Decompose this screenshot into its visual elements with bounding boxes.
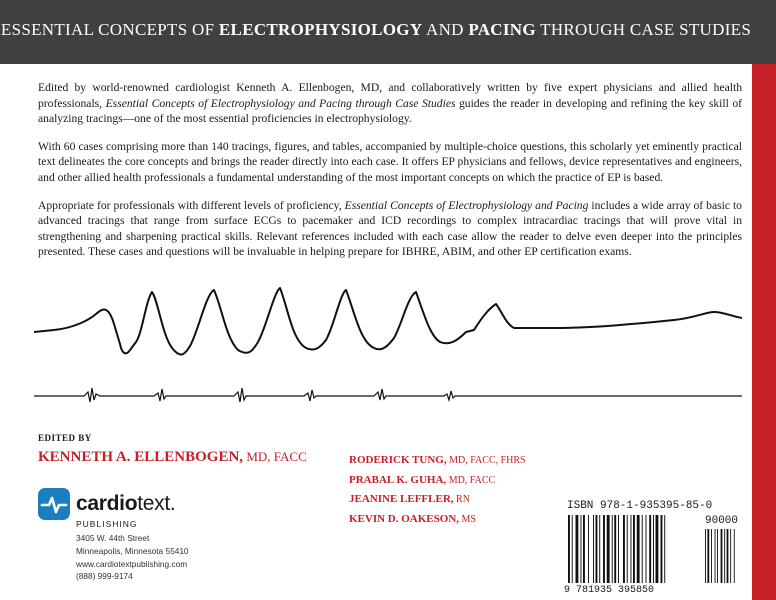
logo-publishing-label: PUBLISHING	[76, 519, 138, 529]
ecg-tracing-illustration	[34, 284, 742, 414]
paragraph-1: Edited by world-renowned cardiologist Kenneth A. Ellenbogen, MD, and collaboratively written by five expert physicians and allied health professionals, Essential Concepts of Electrophysiology and Pacing through Case Studies guides the reader in developing and refining the key skill of analyzing tracings—one of the most essential proficiencies in electrophysiology.	[38, 81, 743, 126]
editor-credit	[38, 449, 307, 466]
contributor: KEVIN D. OAKESON, MS	[349, 512, 476, 525]
logo-wordmark: cardiotext.	[76, 492, 176, 515]
heartbeat-icon	[38, 488, 70, 520]
editor-name: KENNETH A. ELLENBOGEN,	[38, 449, 244, 465]
red-edge-bar	[752, 64, 776, 600]
paragraph-2: With 60 cases comprising more than 140 tracings, figures, and tables, accompanied by multiple-choice questions, this scholarly yet eminently practical text delineates the core concepts and brings the reader directly into each case. It offers EP physicians and fellows, device representatives and engineers, and other allied health professionals a fundamental understanding of the most important concepts on which the practice of EP is based.	[38, 139, 742, 184]
intracardiac-trace	[34, 388, 742, 402]
description	[38, 80, 742, 272]
editor-credentials: MD, FACC	[243, 449, 307, 464]
publisher-address: 3405 W. 44th Street Minneapolis, Minnesota 55410 www.cardiotextpublishing.com (888) 999-9174	[76, 533, 189, 582]
price-code: 90000	[705, 515, 739, 527]
edited-by-label: EDITED BY	[38, 433, 92, 443]
barcode-number: 9 781935 395850	[564, 585, 655, 596]
contributor: JEANINE LEFFLER, RN	[349, 493, 470, 505]
header-band	[0, 0, 776, 64]
surface-ecg-trace	[34, 288, 742, 355]
contributor: RODERICK TUNG, MD, FACC, FHRS	[349, 454, 526, 466]
book-title: ESSENTIAL CONCEPTS OF ELECTROPHYSIOLOGY AND PACING THROUGH CASE STUDIES	[0, 20, 752, 39]
paragraph-3: Appropriate for professionals with different levels of proficiency, Essential Concepts of Electrophysiology and Pacing includes a wide array of basic to advanced tracings that range from surface ECGs to pacemaker and ICD recordings to complex intracardiac tracings that will prove vital in strengthening and sharpening practical skills. Relevant references included with each case allow the reader to delve even deeper into the principles presented. These cases and questions will be invaluable in helping prepare for IBHRE, ABIM, and other EP certification exams.	[38, 198, 742, 259]
isbn-barcode	[564, 500, 744, 598]
isbn-label: ISBN 978-1-935395-85-0	[567, 500, 713, 512]
contributor: PRABAL K. GUHA, MD, FACC	[349, 473, 496, 486]
contributor-list	[349, 451, 526, 529]
